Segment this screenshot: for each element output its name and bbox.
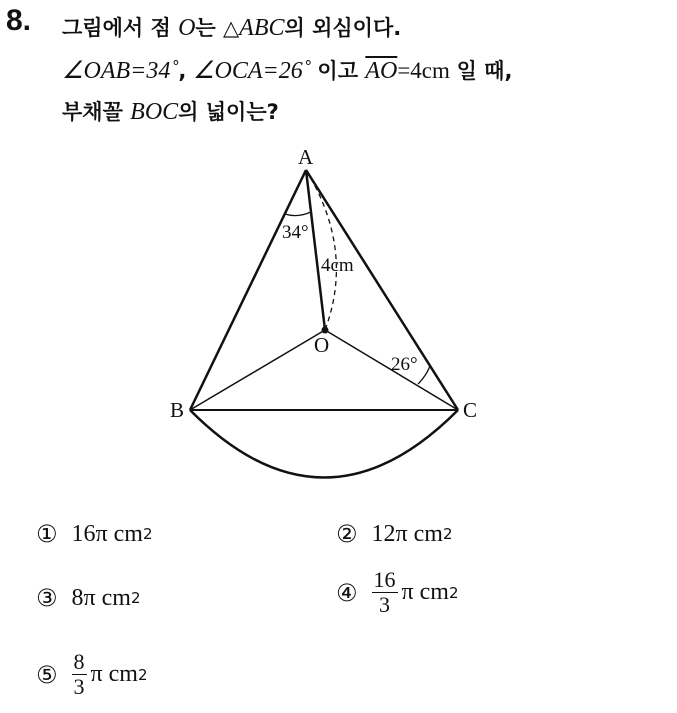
angle-arc-oab (285, 212, 311, 216)
angle-label-26: 26° (391, 354, 418, 375)
angle-oab: ∠OAB=34˚ (62, 58, 179, 84)
text: 일 때, (456, 59, 513, 83)
angle-arc-oca (418, 366, 430, 384)
label-c: C (463, 398, 478, 422)
question-number: 8. (6, 4, 32, 37)
text: 의 넓이는? (178, 100, 279, 124)
fraction (72, 650, 87, 699)
length-value: =4cm (397, 58, 450, 83)
denominator: 3 (73, 674, 85, 699)
label-a: A (298, 145, 314, 169)
choice-value: π cm (90, 661, 138, 687)
side-ac (306, 170, 458, 410)
choice-value: 16π cm (71, 520, 143, 547)
choice-value: 8π cm (71, 584, 131, 611)
exponent: 2 (442, 525, 453, 543)
choice-marker: ② (336, 520, 358, 548)
length-label-4cm: 4cm (321, 255, 354, 276)
text: 부채꼴 (62, 100, 131, 124)
label-o: O (314, 333, 330, 357)
choice-1[interactable] (36, 520, 153, 548)
triangle-label: ABC (239, 15, 285, 41)
numerator: 8 (73, 649, 85, 674)
choice-marker: ⑤ (36, 660, 58, 689)
segment-ao: $\overline{AO}$ (365, 58, 398, 84)
sector-label: BOC (130, 99, 179, 125)
choice-2[interactable] (336, 520, 453, 548)
point-label: O (178, 15, 196, 41)
choice-marker: ③ (36, 584, 58, 612)
text: 의 외심이다. (284, 16, 402, 40)
exponent: 2 (137, 665, 148, 684)
exponent: 2 (142, 525, 153, 543)
text: 는 △ (195, 16, 240, 40)
separator: , (178, 59, 187, 83)
choice-5[interactable] (36, 650, 148, 699)
sector-arc (190, 410, 458, 478)
fraction (372, 568, 398, 617)
denominator: 3 (379, 592, 391, 617)
text: 그림에서 점 (62, 16, 179, 40)
exponent: 2 (448, 583, 459, 602)
exponent: 2 (130, 589, 141, 607)
choice-4[interactable] (336, 568, 459, 617)
choice-marker: ① (36, 520, 58, 548)
label-b: B (170, 398, 185, 422)
angle-label-34: 34° (282, 222, 309, 243)
angle-oca: ∠OCA=26˚ (193, 58, 311, 84)
choice-value: 12π cm (371, 520, 443, 547)
side-ab (190, 170, 306, 410)
numerator: 16 (373, 567, 396, 592)
text: 이고 (317, 59, 366, 83)
choice-value: π cm (401, 579, 449, 605)
choice-3[interactable] (36, 584, 141, 612)
choice-marker: ④ (336, 578, 358, 607)
